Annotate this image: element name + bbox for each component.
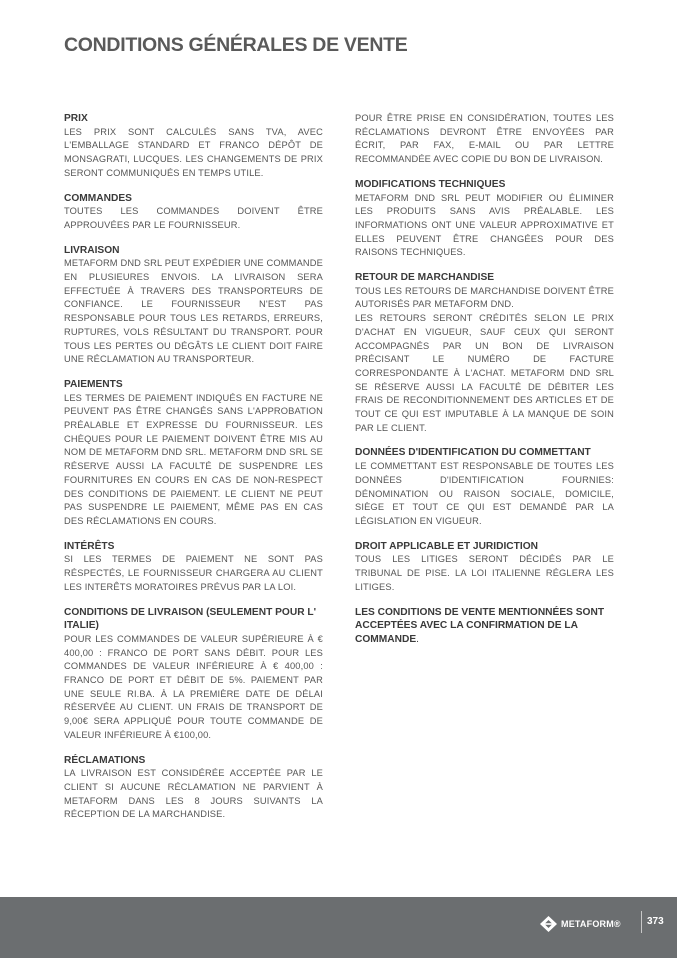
section-text: SI LES TERMES DE PAIEMENT NE SONT PAS RÉSPECTÉS, LE FOURNISSEUR CHARGERA AU CLIENT LES INTERÊTS MORATOIRES PRÉVUS PAR LA LOI. <box>64 554 323 592</box>
page-number: 373 <box>647 916 664 927</box>
page-footer <box>0 897 677 958</box>
section-heading: RETOUR DE MARCHANDISE <box>355 272 495 284</box>
section-text: LE COMMETTANT EST RESPONSABLE DE TOUTES LES DONNÉES D'IDENTIFICATION FOURNIES: DÉNOMINATION OU RAISON SOCIALE, DOMICILE, SIÈGE ET TOUT CE QUI EST DEMANDÉ PAR LA LÉGISLATION EN VIGUEUR. <box>355 461 614 526</box>
section-retour-marchandise <box>355 271 614 435</box>
section-interets <box>64 540 323 595</box>
right-column <box>355 112 614 647</box>
section-text: LES RETOURS SERONT CRÉDITÉS SELON LE PRIX D'ACHAT EN VIGUEUR, SAUF CEUX QUI SERONT ACCOMPAGNÉS PAR UN BON DE LIVRAISON PRÉCISANT LE NUMÉRO DE FACTURE CORRESPONDANTE À L'ACHAT. METAFORM DND SRL SE RÉSERVE AUSSI LA FACULTÉ DE DÉBITER LES FRAIS DE RECONDITIONNEMENT DES ARTICLES ET DE TOUT CE QUI EST IMPUTABLE À LA MANQUE DE SOIN PAR LE CLIENT. <box>355 313 614 433</box>
section-text: LES TERMES DE PAIEMENT INDIQUÉS EN FACTURE NE PEUVENT PAS ÊTRE CHANGÉS SANS L'APPROBATION PRÉALABLE ET EXPRESSE DU FOURNISSEUR. LES CHÈQUES POUR LE PAIEMENT DOIVENT ÊTRE MIS AU NOM DE METAFORM DND SRL. METAFORM DND SRL SE RÉSERVE AUSSI LA FACULTÉ DE SUSPENDRE LES FOURNITURES EN COURS EN CAS DE NON-RESPECT DES CONDITIONS DE PAIEMENT. LE CLIENT NE PEUT PAS SUSPENDRE LE PAIEMENT, MÊME PAS EN CAS DES RÉCLAMATIONS EN COURS. <box>64 392 323 526</box>
brand-name: METAFORM® <box>561 919 621 929</box>
section-modifications-techniques <box>355 178 614 260</box>
page-title: CONDITIONS GÉNÉRALES DE VENTE <box>64 34 408 56</box>
left-column <box>64 112 323 833</box>
footer-divider <box>641 911 642 933</box>
section-heading: PRIX <box>64 113 88 124</box>
section-text: LES PRIX SONT CALCULÉS SANS TVA, AVEC L'EMBALLAGE STANDARD ET FRANCO DÉPÔT DE MONSAGRATI, LUCQUES. LES CHANGEMENTS DE PRIX SERONT COMMUNIQUÉS EN TEMPS UTILE. <box>64 126 323 178</box>
section-paiements <box>64 378 323 529</box>
section-text: POUR ÊTRE PRISE EN CONSIDÉRATION, TOUTES LES RÉCLAMATIONS DEVRONT ÊTRE ENVOYÉES PAR ÉCRIT, PAR FAX, E-MAIL OU PAR LETTRE RECOMMANDÉE AVEC COPIE DU BON DE LIVRAISON. <box>355 113 614 165</box>
section-text: LA LIVRAISON EST CONSIDÉRÉE ACCEPTÉE PAR LE CLIENT SI AUCUNE RÉCLAMATION NE PARVIENT À METAFORM DANS LES 8 JOURS SUIVANTS LA RÉCEPTION DE LA MARCHANDISE. <box>64 768 323 820</box>
section-droit-applicable <box>355 540 614 595</box>
section-heading: LIVRAISON <box>64 244 120 256</box>
section-conditions-livraison <box>64 606 323 743</box>
section-text: TOUS LES RETOURS DE MARCHANDISE DOIVENT ÊTRE AUTORISÉS PAR METAFORM DND. <box>355 285 614 310</box>
section-heading: PAIEMENTS <box>64 378 123 390</box>
section-text: TOUTES LES COMMANDES DOIVENT ÊTRE APPROUVÉES PAR LE FOURNISSEUR. <box>64 206 323 230</box>
section-livraison <box>64 244 323 367</box>
section-prix <box>64 112 323 181</box>
section-text: POUR LES COMMANDES DE VALEUR SUPÉRIEURE À € 400,00 : FRANCO DE PORT SANS DÉBIT. POUR LES COMMANDES DE VALEUR INFÉRIEURE À € 400,00 : FRANCO DE PORT ET DÉBIT DE 5%. PAIEMENT PAR UNE SEULE RI.BA. À LA PREMIÈRE DATE DE DÉLAI RÉSERVÉE AU CLIENT. UN FRAIS DE TRANSPORT DE 9,00€ SERA APPLIQUÉ POUR TOUTE COMMANDE DE VALEUR INFÉRIEURE À €100,00. <box>64 633 323 740</box>
closing-period: . <box>416 633 419 645</box>
metaform-logo-icon <box>540 916 557 932</box>
section-heading: CONDITIONS DE LIVRAISON (SEULEMENT POUR L' ITALIE) <box>64 606 317 632</box>
closing-statement <box>355 606 614 647</box>
section-reclamations-continued <box>355 112 614 167</box>
section-heading: MODIFICATIONS TECHNIQUES <box>355 178 506 190</box>
section-commandes <box>64 192 323 233</box>
section-heading: DONNÉES D'IDENTIFICATION DU COMMETTANT <box>355 447 591 459</box>
section-heading: COMMANDES <box>64 192 132 204</box>
section-heading: DROIT APPLICABLE ET JURIDICTION <box>355 540 539 552</box>
section-donnees-identification <box>355 446 614 528</box>
section-text: TOUS LES LITIGES SERONT DÉCIDÉS PAR LE TRIBUNAL DE PISE. LA LOI ITALIENNE RÉGLERA LES LITIGES. <box>355 554 614 592</box>
closing-text: LES CONDITIONS DE VENTE MENTIONNÉES SONT ACCEPTÉES AVEC LA CONFIRMATION DE LA COMMANDE <box>355 606 605 645</box>
section-text: METAFORM DND SRL PEUT EXPÉDIER UNE COMMANDE EN PLUSIEURES ENVOIS. LA LIVRAISON SERA EFFECTUÉE À TRAVERS DES TRANSPORTEURS DE CONFIANCE. LE FOURNISSEUR N'EST PAS RESPONSABLE POUR TOUS LES RETARDS, ERREURS, RUPTURES, VOLS RÉSULTANT DU TRANSPORT. POUR TOUS LES PERTES OU DÉGÂTS LE CLIENT DOIT FAIRE UNE RÉCLAMATION AU TRANSPORTEUR. <box>64 258 323 365</box>
section-reclamations <box>64 754 323 823</box>
section-heading: INTÉRÊTS <box>64 540 115 552</box>
section-text: METAFORM DND SRL PEUT MODIFIER OU ÉLIMINER LES PRODUITS SANS AVIS PRÉALABLE. LES INFORMATIONS ONT UNE VALEUR APPROXIMATIVE ET ELLES PEUVENT ÊTRE CHANGÉES POUR DES RAISONS TECHNIQUES. <box>355 192 614 258</box>
brand-logo <box>540 916 621 932</box>
section-heading: RÉCLAMATIONS <box>64 754 146 766</box>
